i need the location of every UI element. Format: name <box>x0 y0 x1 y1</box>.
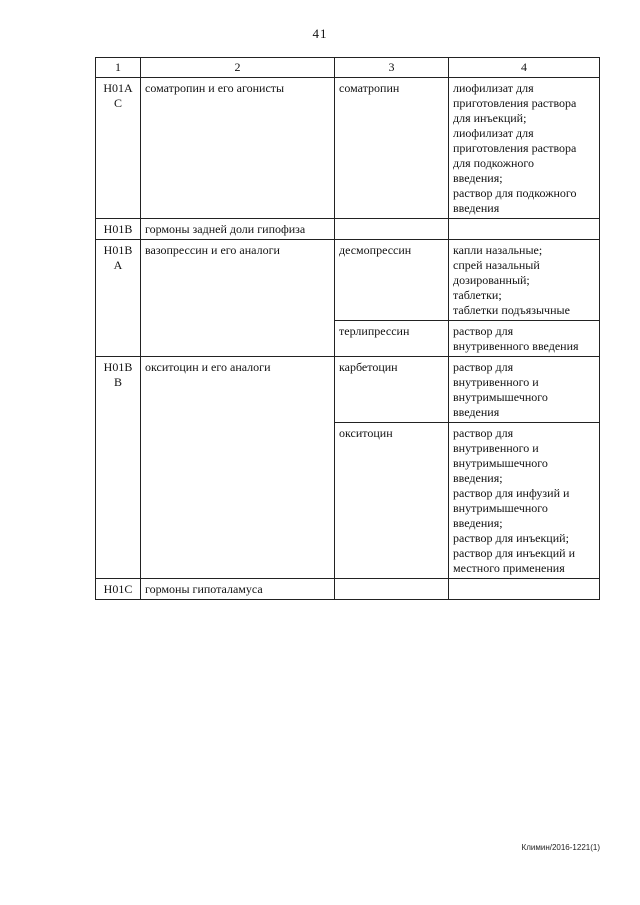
drug-name-empty <box>335 579 449 600</box>
column-header-4: 4 <box>449 58 600 78</box>
dosage-form-line: внутримышечного <box>453 456 548 470</box>
table-row <box>96 579 600 600</box>
atc-code: H01B <box>96 219 141 240</box>
drug-name: терлипрессин <box>335 321 449 357</box>
table-row <box>96 219 600 240</box>
dosage-form-line: введения <box>453 405 500 419</box>
dosage-forms <box>449 357 600 423</box>
dosage-forms-empty <box>449 219 600 240</box>
drug-name: десмопрессин <box>335 240 449 321</box>
column-header-3: 3 <box>335 58 449 78</box>
group-name: окситоцин и его аналоги <box>141 357 335 579</box>
table-row <box>96 240 600 321</box>
dosage-form-line: внутривенного и <box>453 375 539 389</box>
dosage-form-line: лиофилизат для <box>453 126 534 140</box>
dosage-form-line: внутримышечного <box>453 390 548 404</box>
dosage-form-line: спрей назальный <box>453 258 540 272</box>
dosage-form-line: введения <box>453 201 500 215</box>
column-header-1: 1 <box>96 58 141 78</box>
column-header-2: 2 <box>141 58 335 78</box>
dosage-forms <box>449 423 600 579</box>
group-name: вазопрессин и его аналоги <box>141 240 335 357</box>
table-row <box>96 357 600 423</box>
dosage-form-line: раствор для <box>453 360 514 374</box>
dosage-forms <box>449 78 600 219</box>
dosage-form-line: раствор для подкожного <box>453 186 577 200</box>
dosage-form-line: таблетки подъязычные <box>453 303 570 317</box>
drug-name: карбетоцин <box>335 357 449 423</box>
group-name: соматропин и его агонисты <box>141 78 335 219</box>
dosage-form-line: для инъекций; <box>453 111 527 125</box>
dosage-form-line: раствор для <box>453 426 514 440</box>
medication-table <box>95 57 600 600</box>
dosage-form-line: раствор для <box>453 324 514 338</box>
drug-name: соматропин <box>335 78 449 219</box>
group-name: гормоны гипоталамуса <box>141 579 335 600</box>
group-name: гормоны задней доли гипофиза <box>141 219 335 240</box>
dosage-form-line: для подкожного <box>453 156 535 170</box>
atc-code: H01C <box>96 579 141 600</box>
atc-code: H01BA <box>96 240 141 357</box>
table-header-row <box>96 58 600 78</box>
dosage-form-line: приготовления раствора <box>453 96 577 110</box>
dosage-form-line: введения; <box>453 516 503 530</box>
dosage-form-line: дозированный; <box>453 273 530 287</box>
dosage-forms <box>449 240 600 321</box>
dosage-form-line: раствор для инъекций и <box>453 546 575 560</box>
drug-name: окситоцин <box>335 423 449 579</box>
drug-name-empty <box>335 219 449 240</box>
dosage-form-line: приготовления раствора <box>453 141 577 155</box>
dosage-form-line: введения; <box>453 171 503 185</box>
atc-code: H01AC <box>96 78 141 219</box>
dosage-form-line: таблетки; <box>453 288 502 302</box>
atc-code: H01BB <box>96 357 141 579</box>
table-row <box>96 78 600 219</box>
dosage-form-line: капли назальные; <box>453 243 543 257</box>
dosage-forms-empty <box>449 579 600 600</box>
dosage-form-line: раствор для инфузий и <box>453 486 570 500</box>
document-code-footer: Климин/2016-1221(1) <box>521 843 600 852</box>
dosage-form-line: внутривенного и <box>453 441 539 455</box>
dosage-form-line: лиофилизат для <box>453 81 534 95</box>
page-number: 41 <box>312 26 328 41</box>
dosage-form-line: внутривенного введения <box>453 339 579 353</box>
dosage-form-line: местного применения <box>453 561 565 575</box>
dosage-form-line: раствор для инъекций; <box>453 531 569 545</box>
dosage-form-line: внутримышечного <box>453 501 548 515</box>
dosage-form-line: введения; <box>453 471 503 485</box>
dosage-forms <box>449 321 600 357</box>
